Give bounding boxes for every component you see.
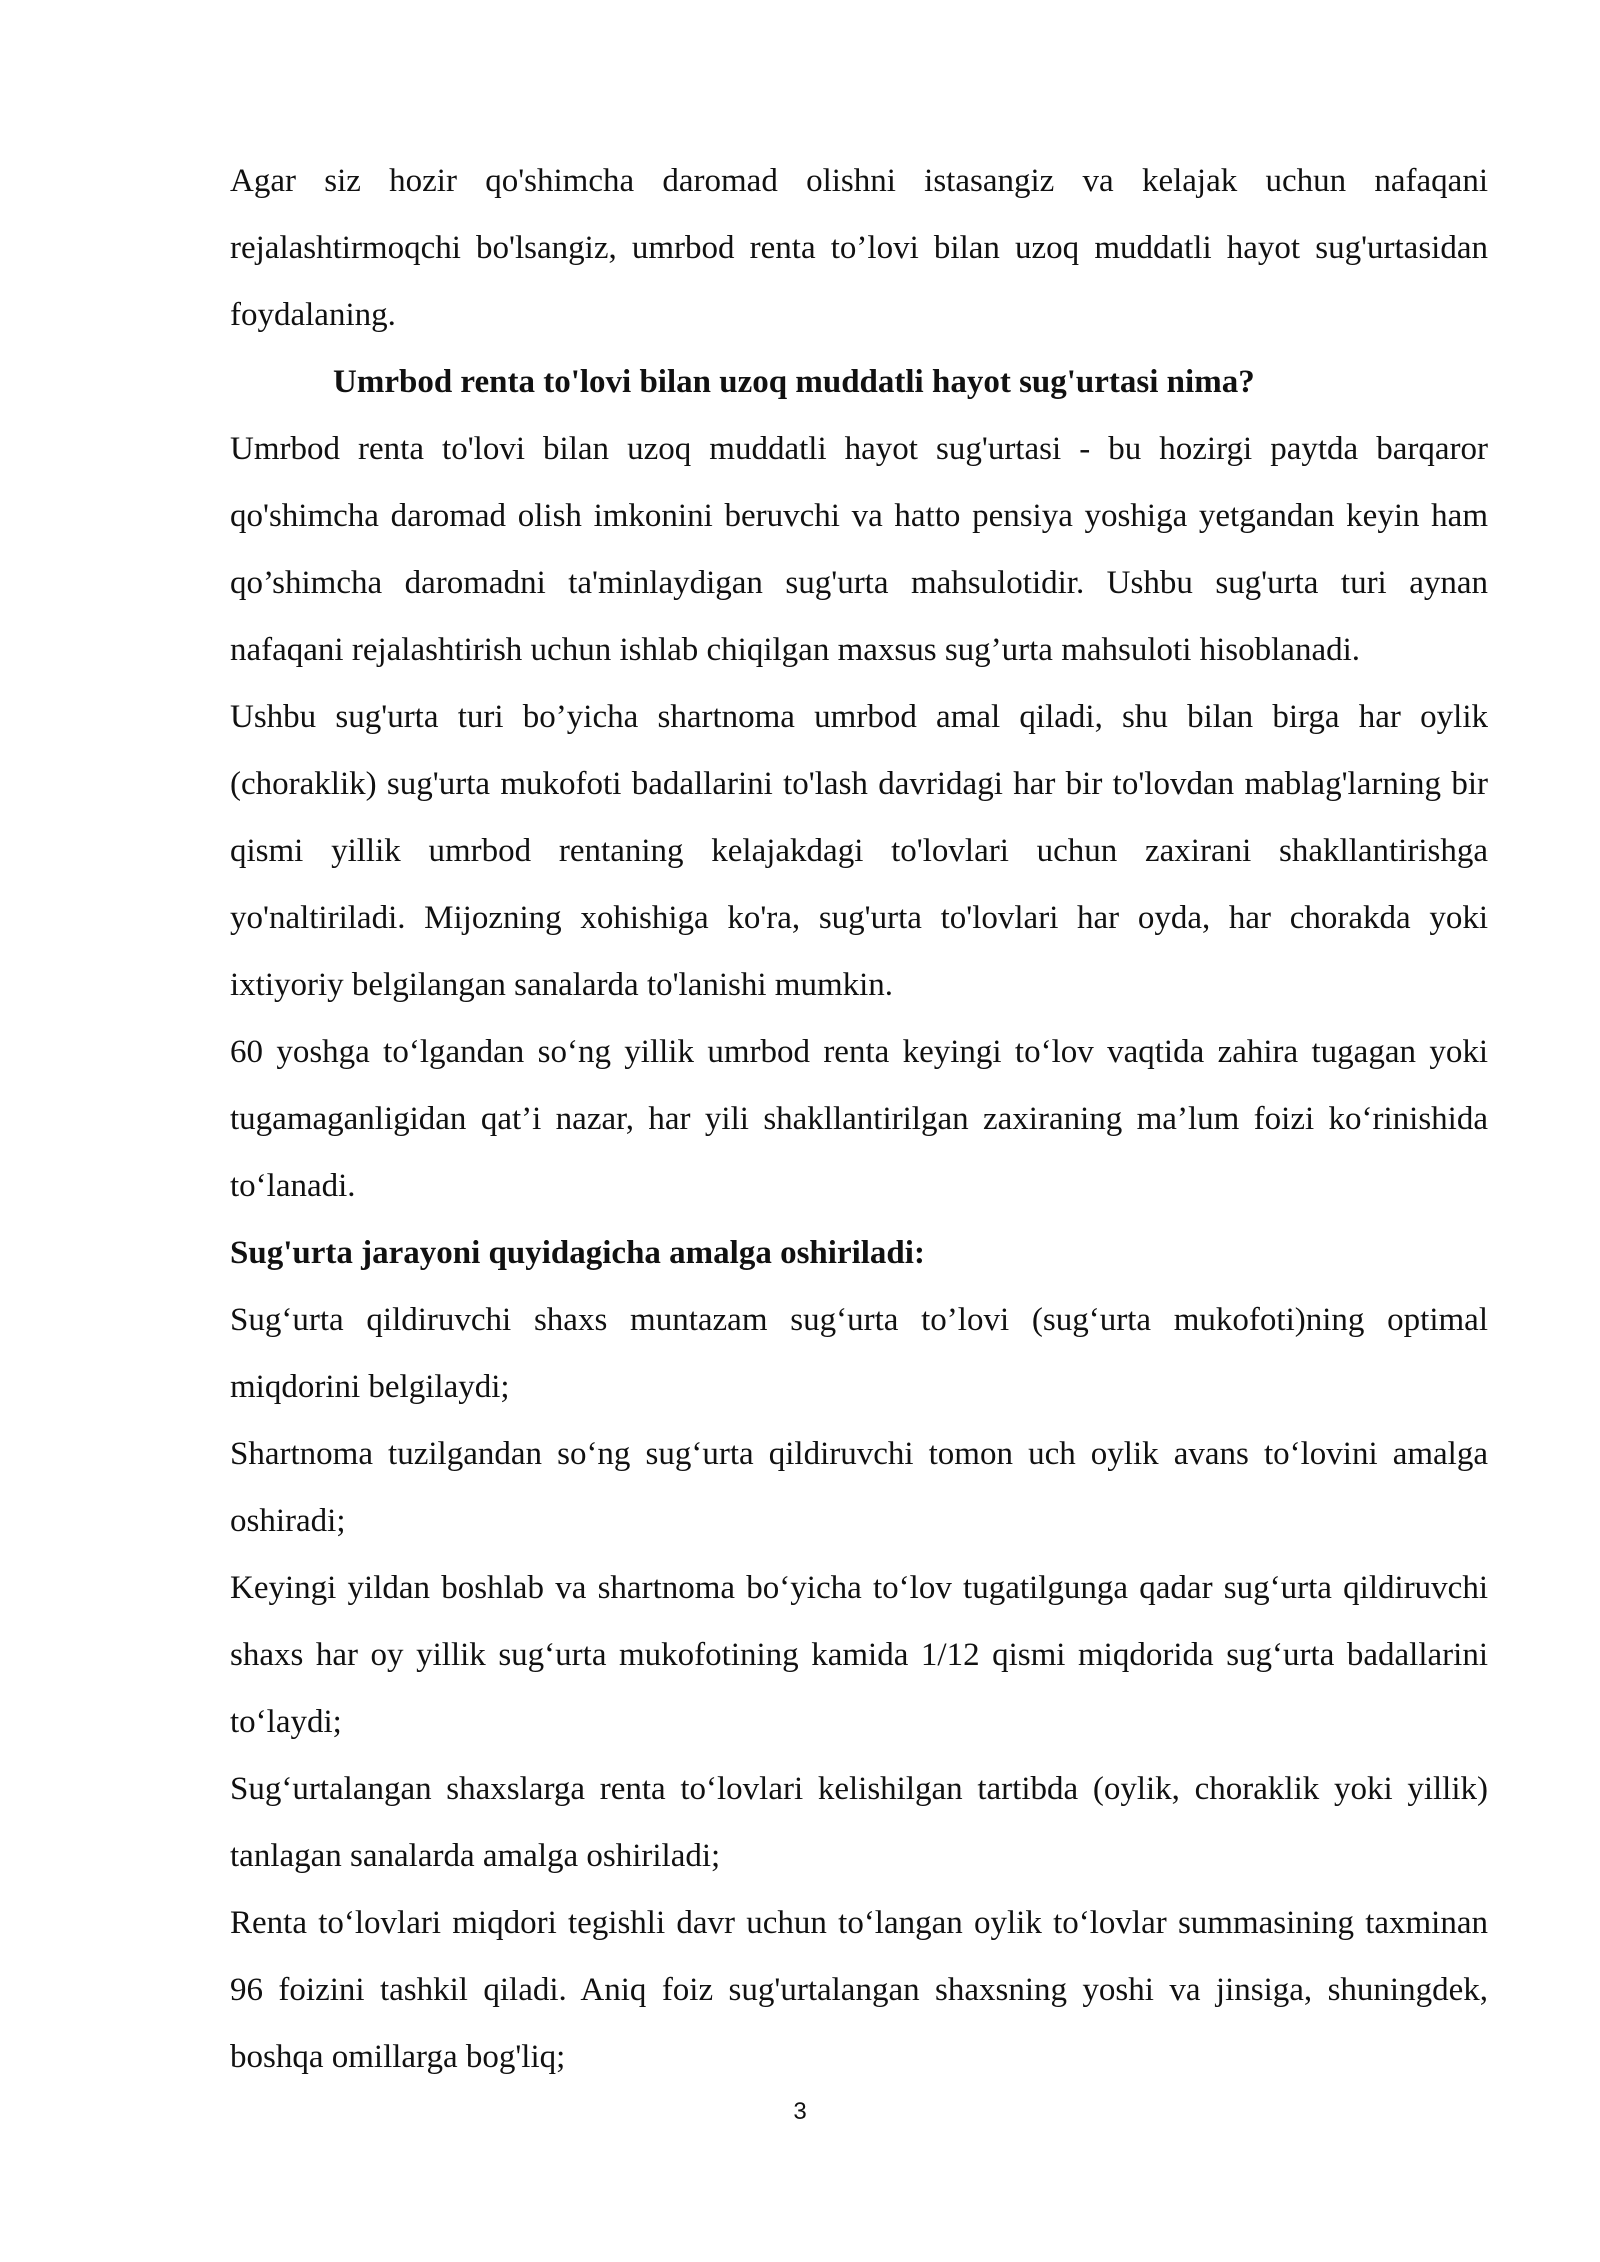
process-step-5: Renta to‘lovlari miqdori tegishli davr uchun to‘langan oylik to‘lovlar summasining taxminan 96 foizini tashkil qiladi. Aniq foiz sug'urtalangan shaxsning yoshi va jinsiga, shuningdek, boshqa omillarga bog'liq; [230,1905,1488,2075]
process-heading: Sug'urta jarayoni quyidagicha amalga oshiriladi: [230,1235,925,1271]
section-heading-question: Umrbod renta to'lovi bilan uzoq muddatli hayot sug'urtasi nima? [333,364,1255,400]
process-step-2: Shartnoma tuzilgandan so‘ng sug‘urta qildiruvchi tomon uch oylik avans to‘lovini amalga oshiradi; [230,1436,1488,1539]
document-page [230,148,1488,2091]
age-sixty-paragraph: 60 yoshga to‘lgandan so‘ng yillik umrbod renta keyingi to‘lov vaqtida zahira tugagan yoki tugamaganligidan qat’i nazar, har yili shakllantirilgan zaxiraning ma’lum foizi ko‘rinishida to‘lanadi. [230,1034,1488,1204]
process-step-4: Sug‘urtalangan shaxslarga renta to‘lovlari kelishilgan tartibda (oylik, choraklik yoki yillik) tanlagan sanalarda amalga oshiriladi; [230,1771,1488,1874]
definition-paragraph: Umrbod renta to'lovi bilan uzoq muddatli hayot sug'urtasi - bu hozirgi paytda barqaror qo'shimcha daromad olish imkonini beruvchi va hatto pensiya yoshiga yetgandan keyin ham qo’shimcha daromadni ta'minlaydigan sug'urta mahsulotidir. Ushbu sug'urta turi aynan nafaqani rejalashtirish uchun ishlab chiqilgan maxsus sug’urta mahsuloti hisoblanadi. [230,431,1488,668]
process-step-3: Keyingi yildan boshlab va shartnoma bo‘yicha to‘lov tugatilgunga qadar sug‘urta qildiruvchi shaxs har oy yillik sug‘urta mukofotining kamida 1/12 qismi miqdorida sug‘urta badallarini to‘laydi; [230,1570,1488,1740]
contract-paragraph: Ushbu sug'urta turi bo’yicha shartnoma umrbod amal qiladi, shu bilan birga har oylik (choraklik) sug'urta mukofoti badallarini to'lash davridagi har bir to'lovdan mablag'larning bir qismi yillik umrbod rentaning kelajakdagi to'lovlari uchun zaxirani shakllantirishga yo'naltiriladi. Mijozning xohishiga ko'ra, sug'urta to'lovlari har oyda, har chorakda yoki ixtiyoriy belgilangan sanalarda to'lanishi mumkin. [230,699,1488,1003]
process-step-1: Sug‘urta qildiruvchi shaxs muntazam sug‘urta to’lovi (sug‘urta mukofoti)ning optimal miqdorini belgilaydi; [230,1302,1488,1405]
page-number: 3 [793,2098,807,2125]
intro-paragraph: Agar siz hozir qo'shimcha daromad olishni istasangiz va kelajak uchun nafaqani rejalashtirmoqchi bo'lsangiz, umrbod renta to’lovi bilan uzoq muddatli hayot sug'urtasidan foydalaning. [230,163,1488,333]
